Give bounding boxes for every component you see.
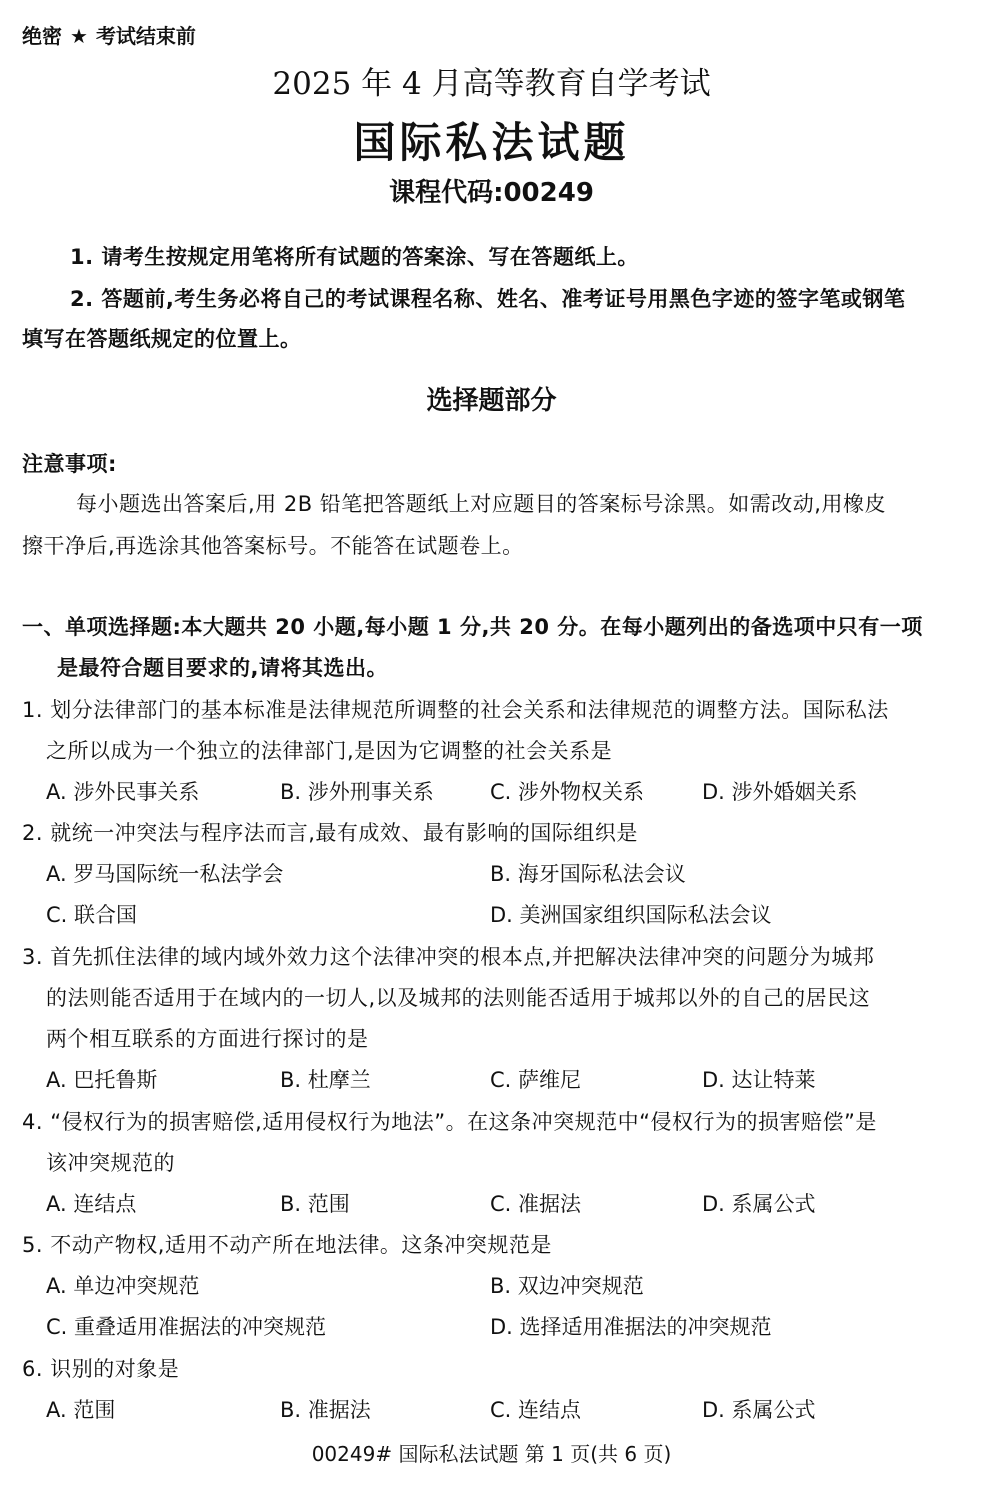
exam-name: 2025 年 4 月高等教育自学考试 bbox=[272, 66, 711, 102]
option-c[interactable]: C. 准据法 bbox=[490, 1192, 582, 1216]
confidential-mark bbox=[22, 20, 196, 49]
question-stem: 6. 识别的对象是 bbox=[22, 1357, 180, 1381]
instruction-2: 2. 答题前,考生务必将自己的考试课程名称、姓名、准考证号用黑色字迹的签字笔或钢笔 bbox=[70, 287, 906, 311]
option-d[interactable]: D. 系属公式 bbox=[702, 1192, 816, 1216]
question-stem-cont: 的法则能否适用于在域内的一切人,以及城邦的法则能否适用于城邦以外的自己的居民这 bbox=[46, 986, 871, 1010]
option-a[interactable]: A. 连结点 bbox=[46, 1192, 137, 1216]
question-stem: 3. 首先抓住法律的域内域外效力这个法律冲突的根本点,并把解决法律冲突的问题分为城邦 bbox=[22, 945, 875, 969]
instruction-1: 1. 请考生按规定用笔将所有试题的答案涂、写在答题纸上。 bbox=[70, 245, 639, 269]
option-d[interactable]: D. 美洲国家组织国际私法会议 bbox=[490, 903, 772, 927]
notice-label: 注意事项: bbox=[22, 452, 117, 476]
question-stem-cont: 两个相互联系的方面进行探讨的是 bbox=[46, 1027, 369, 1051]
option-b[interactable]: B. 杜摩兰 bbox=[280, 1068, 371, 1092]
option-d[interactable]: D. 选择适用准据法的冲突规范 bbox=[490, 1315, 772, 1339]
before-exam-end-label: 考试结束前 bbox=[95, 24, 196, 48]
option-b[interactable]: B. 准据法 bbox=[280, 1398, 371, 1422]
course-code: 课程代码:00249 bbox=[389, 178, 594, 208]
option-d[interactable]: D. 系属公式 bbox=[702, 1398, 816, 1422]
instruction-2-cont: 填写在答题纸规定的位置上。 bbox=[22, 327, 302, 351]
option-c[interactable]: C. 重叠适用准据法的冲突规范 bbox=[46, 1315, 327, 1339]
option-c[interactable]: C. 涉外物权关系 bbox=[490, 780, 645, 804]
option-a[interactable]: A. 单边冲突规范 bbox=[46, 1274, 200, 1298]
page-title: 国际私法试题 bbox=[353, 118, 630, 167]
question-stem: 4. “侵权行为的损害赔偿,适用侵权行为地法”。在这条冲突规范中“侵权行为的损害赔偿”是 bbox=[22, 1110, 877, 1134]
option-d[interactable]: D. 达让特莱 bbox=[702, 1068, 816, 1092]
option-c[interactable]: C. 连结点 bbox=[490, 1398, 582, 1422]
option-c[interactable]: C. 联合国 bbox=[46, 903, 138, 927]
page-footer: 00249# 国际私法试题 第 1 页(共 6 页) bbox=[311, 1442, 672, 1466]
option-a[interactable]: A. 范围 bbox=[46, 1398, 116, 1422]
option-b[interactable]: B. 海牙国际私法会议 bbox=[490, 862, 686, 886]
option-d[interactable]: D. 涉外婚姻关系 bbox=[702, 780, 858, 804]
notice-line-2: 擦干净后,再选涂其他答案标号。不能答在试题卷上。 bbox=[22, 534, 524, 558]
section-title: 选择题部分 bbox=[426, 386, 557, 416]
question-stem: 5. 不动产物权,适用不动产所在地法律。这条冲突规范是 bbox=[22, 1233, 552, 1257]
option-b[interactable]: B. 双边冲突规范 bbox=[490, 1274, 644, 1298]
question-stem-cont: 该冲突规范的 bbox=[46, 1151, 175, 1175]
option-c[interactable]: C. 萨维尼 bbox=[490, 1068, 582, 1092]
part-one-heading: 一、单项选择题:本大题共 20 小题,每小题 1 分,共 20 分。在每小题列出的备选项中只有一项 bbox=[22, 615, 923, 639]
question-stem: 1. 划分法律部门的基本标准是法律规范所调整的社会关系和法律规范的调整方法。国际私法 bbox=[22, 698, 889, 722]
part-one-heading-cont: 是最符合题目要求的,请将其选出。 bbox=[57, 656, 388, 680]
question-stem-cont: 之所以成为一个独立的法律部门,是因为它调整的社会关系是 bbox=[46, 739, 613, 763]
option-b[interactable]: B. 涉外刑事关系 bbox=[280, 780, 434, 804]
star-icon: ★ bbox=[70, 24, 88, 48]
option-b[interactable]: B. 范围 bbox=[280, 1192, 350, 1216]
notice-line-1: 每小题选出答案后,用 2B 铅笔把答题纸上对应题目的答案标号涂黑。如需改动,用橡皮 bbox=[76, 492, 886, 516]
confidential-label: 绝密 bbox=[22, 24, 62, 48]
option-a[interactable]: A. 涉外民事关系 bbox=[46, 780, 200, 804]
option-a[interactable]: A. 罗马国际统一私法学会 bbox=[46, 862, 284, 886]
option-a[interactable]: A. 巴托鲁斯 bbox=[46, 1068, 158, 1092]
question-stem: 2. 就统一冲突法与程序法而言,最有成效、最有影响的国际组织是 bbox=[22, 821, 638, 845]
